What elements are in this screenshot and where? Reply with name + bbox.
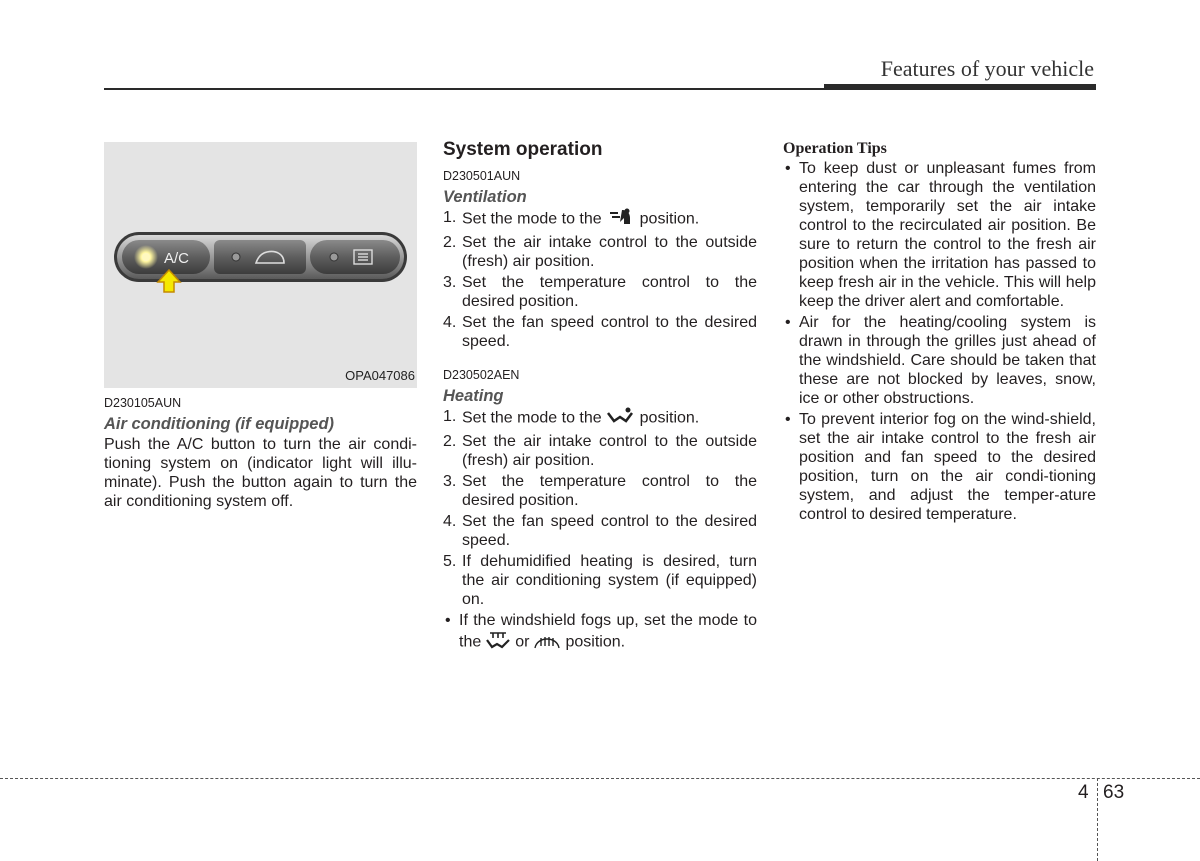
heating-steps [443, 407, 757, 609]
ac-button-figure [104, 142, 417, 388]
middle-column [443, 138, 757, 657]
floor-defrost-mode-icon [485, 630, 511, 655]
fog-bullet: • If the windshield fogs up, set the mode to the or position. [443, 611, 757, 655]
heating-bullets [443, 611, 757, 655]
page-number: 63 [1103, 782, 1125, 803]
face-vent-mode-icon [606, 208, 636, 231]
ac-control-panel-illustration [104, 142, 417, 388]
figure-code: OPA047086 [345, 368, 415, 383]
operation-tip: • To prevent interior fog on the wind-shield, set the air intake control to the fresh air position and fan speed to the desired position, turn on the air condi-tioning system, and adjust the temper-ature control to desired temperature. [785, 411, 1096, 523]
ventilation-step: 4. Set the fan speed control to the desired speed. [443, 314, 757, 350]
ac-button-label: A/C [164, 250, 190, 267]
ventilation-steps [443, 208, 757, 351]
heating-step: 1. Set the mode to the position. [443, 407, 757, 430]
heating-title: Heating [443, 387, 504, 405]
operation-tips-title: Operation Tips [783, 140, 887, 157]
operation-tip: • Air for the heating/cooling system is drawn in through the grilles just ahead of the windshield. Care should be taken that these are not blocked by leaves, snow, ice or other obstructions. [785, 314, 1096, 407]
right-column [783, 138, 1096, 526]
section-subtitle: Air conditioning (if equipped) [104, 415, 335, 433]
ventilation-step: 3. Set the temperature control to the desired position. [443, 274, 757, 310]
heating-step: 4. Set the fan speed control to the desired speed. [443, 513, 757, 549]
defrost-mode-icon [533, 630, 561, 655]
heating-step: 3. Set the temperature control to the desired position. [443, 473, 757, 509]
heating-step: 5. If dehumidified heating is desired, turn the air conditioning system (if equipped) on. [443, 553, 757, 608]
system-operation-title: System operation [443, 139, 603, 160]
section-paragraph: Push the A/C button to turn the air condi-tioning system on (indicator light will illu-minate). Push the button again to turn the air conditioning system off. [104, 436, 417, 510]
ventilation-title: Ventilation [443, 188, 527, 206]
footer-rule [0, 778, 1200, 779]
ventilation-code: D230501AUN [443, 169, 521, 183]
page-header-title: Features of your vehicle [880, 56, 1094, 81]
footer-divider [1097, 778, 1098, 861]
floor-mode-icon [606, 407, 636, 430]
operation-tips-list [783, 159, 1096, 524]
heating-step: 2. Set the air intake control to the outside (fresh) air position. [443, 433, 757, 469]
heating-code: D230502AEN [443, 368, 520, 382]
section-code: D230105AUN [104, 396, 182, 410]
left-column [104, 142, 417, 511]
ventilation-step: 2. Set the air intake control to the outside (fresh) air position. [443, 234, 757, 270]
header-rule-accent [824, 84, 1096, 90]
operation-tip: • To keep dust or unpleasant fumes from entering the car through the ventilation system, temporarily set the air intake control to the recirculated air position. Be sure to return the control to the fresh air position when the irritation has passed to keep fresh air in the vehicle. This will help keep the driver alert and comfortable. [785, 160, 1096, 310]
section-number: 4 [1078, 782, 1089, 803]
ventilation-step: 1. Set the mode to the position. [443, 208, 757, 231]
